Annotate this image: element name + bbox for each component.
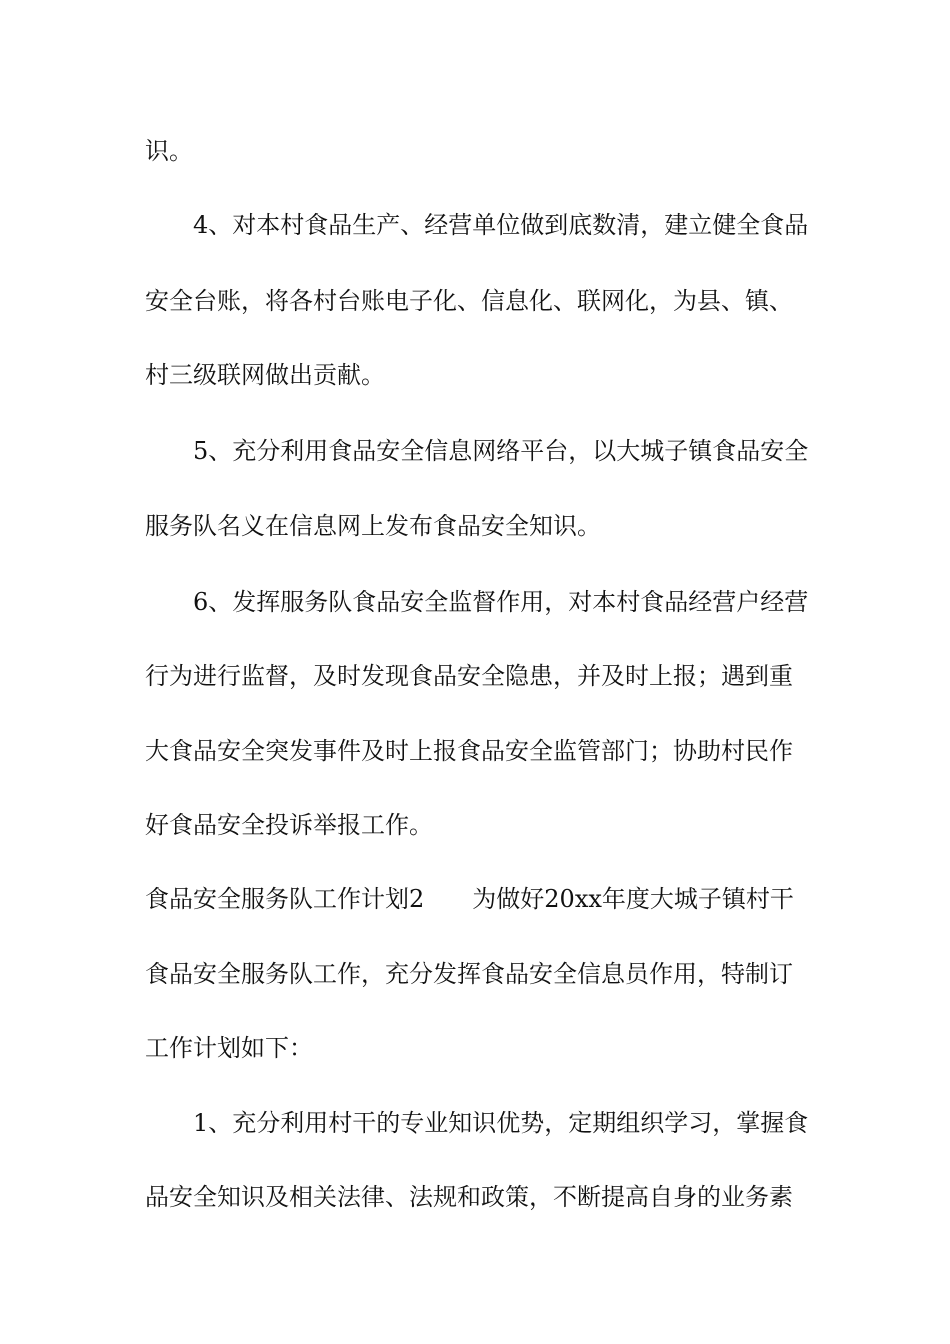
paragraph-5-line: 5、充分利用食品安全信息网络平台，以大城子镇食品安全	[193, 437, 809, 465]
text-line: 大食品安全突发事件及时上报食品安全监管部门；协助村民作	[145, 737, 793, 765]
text-line: 好食品安全投诉举报工作。	[145, 811, 433, 839]
text-line: 村三级联网做出贡献。	[145, 361, 385, 389]
section-heading-line	[145, 879, 825, 919]
text-line: 品安全知识及相关法律、法规和政策，不断提高自身的业务素	[145, 1183, 793, 1211]
text-line: 服务队名义在信息网上发布食品安全知识。	[145, 512, 601, 540]
paragraph-6-line: 6、发挥服务队食品安全监督作用，对本村食品经营户经营	[193, 588, 809, 616]
text-line: 识。	[145, 137, 193, 165]
section-intro: 为做好20xx年度大城子镇村干	[472, 885, 794, 913]
paragraph-1-line: 1、充分利用村干的专业知识优势，定期组织学习，掌握食	[193, 1109, 809, 1137]
text-line: 工作计划如下：	[145, 1034, 313, 1062]
text-line: 安全台账，将各村台账电子化、信息化、联网化，为县、镇、	[145, 287, 793, 315]
text-line: 行为进行监督，及时发现食品安全隐患，并及时上报；遇到重	[145, 662, 793, 690]
paragraph-4-line: 4、对本村食品生产、经营单位做到底数清，建立健全食品	[193, 211, 809, 239]
text-line: 食品安全服务队工作，充分发挥食品安全信息员作用，特制订	[145, 960, 793, 988]
section-heading: 食品安全服务队工作计划2	[145, 885, 425, 913]
